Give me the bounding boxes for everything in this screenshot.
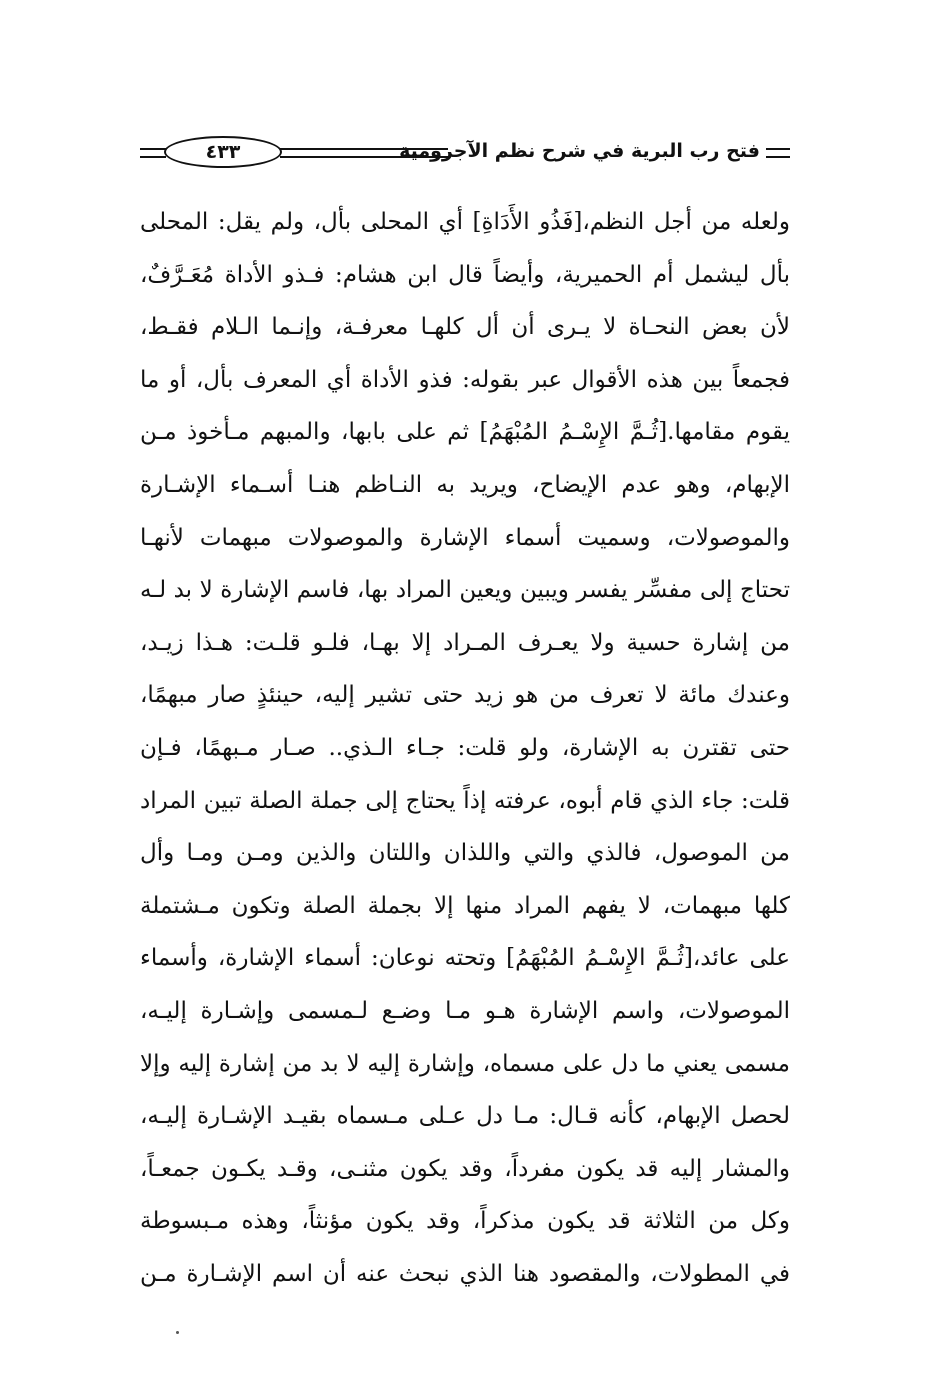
text-line: في المطولات، والمقصود هنا الذي نبحث عنه أن اسم الإشـارة مـن — [140, 1260, 790, 1287]
text-line: لحصل الإبهام، كأنه قـال: مـا دل عـلى مـسماه بقيـد الإشـارة إليـه، — [140, 1103, 790, 1130]
text-line: لأن بعض النحـاة لا يـرى أن أل كلهـا معرفـة، وإنـما الـلام فقـط، — [140, 314, 790, 341]
header-rule-middle — [280, 148, 448, 158]
text-line: والمشار إليه قد يكون مفرداً، وقد يكون مثنـى، وقـد يكـون جمعـاً، — [140, 1155, 790, 1182]
text-line: فجمعاً بين هذه الأقوال عبر بقوله: فذو الأداة أي المعرف بأل، أو ما — [140, 366, 790, 393]
text-line: الموصولات، واسم الإشارة هـو مـا وضـع لـمسمى وإشـارة إليـه، — [140, 997, 790, 1024]
body-text — [140, 196, 790, 1300]
book-title: فتح رب البرية في شرح نظم الآجرومية — [399, 140, 760, 162]
text-line: حتى تقترن به الإشارة، ولو قلت: جـاء الـذي.. صـار مـبهمًا، فـإن — [140, 734, 790, 761]
text-line: من الموصول، فالذي والتي واللذان واللتان والذين ومـن ومـا وأل — [140, 840, 790, 867]
text-line: الإبهام، وهو عدم الإيضاح، ويريد به النـاظم هنـا أسـماء الإشـارة — [140, 471, 790, 498]
text-line: قلت: جاء الذي قام أبوه، عرفته إذاً يحتاج إلى جملة الصلة تبين المراد — [140, 787, 790, 814]
text-line: وكل من الثلاثة قد يكون مذكراً، وقد يكون مؤنثاً، وهذه مـبسوطة — [140, 1208, 790, 1235]
text-line: والموصولات، وسميت أسماء الإشارة والموصولات مبهمات لأنهـا — [140, 524, 790, 551]
page-number: ٤٣٣ — [164, 136, 282, 168]
text-line: ولعله من أجل النظم،[فَذُو الأَدَاةِ] أي المحلى بأل، ولم يقل: المحلى — [140, 209, 790, 235]
text-line: وعندك مائة لا تعرف من هو زيد حتى تشير إليه، حينئذٍ صار مبهمًا، — [140, 682, 790, 709]
text-line: من إشارة حسية ولا يعـرف المـراد إلا بهـا، فلـو قلـت: هـذا زيـد، — [140, 629, 790, 656]
text-line: مسمى يعني ما دل على مسماه، وإشارة إليه لا بد من إشارة إليه وإلا — [140, 1050, 790, 1077]
header-rule-left — [140, 148, 166, 158]
text-line: كلها مبهمات، لا يفهم المراد منها إلا بجملة الصلة وتكون مـشتملة — [140, 892, 790, 919]
text-line: بأل ليشمل أم الحميرية، وأيضاً قال ابن هشام: فـذو الأداة مُعَـرَّفٌ، — [140, 261, 790, 288]
print-speck — [176, 1331, 179, 1334]
text-line: يقوم مقامها.[ثُـمَّ الإِسْـمُ المُبْهَمُ] ثم على بابها، والمبهم مـأخوذ مـن — [140, 419, 790, 446]
text-line: على عائد،[ثُـمَّ الإِسْـمُ المُبْهَمُ] وتحته نوعان: أسماء الإشارة، وأسماء — [140, 945, 790, 972]
text-line: تحتاج إلى مفسِّر يفسر ويبين ويعين المراد بها، فاسم الإشارة لا بد لـه — [140, 577, 790, 604]
header-rule-right — [766, 148, 790, 158]
running-header — [140, 134, 790, 174]
